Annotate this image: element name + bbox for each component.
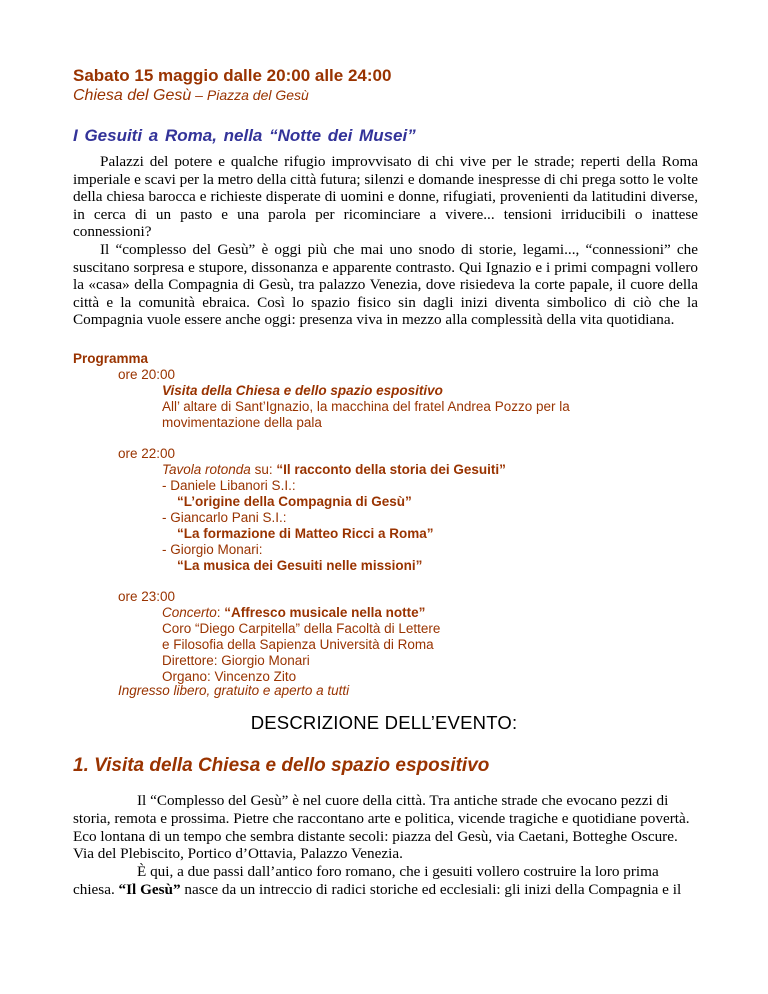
gesu-name: “Il Gesù” bbox=[118, 880, 181, 898]
speaker-talk: “La formazione di Matteo Ricci a Roma” bbox=[177, 526, 434, 541]
paragraph-end: nasce da un intreccio di radici storiche ed ecclesiali: gli inizi della Compagnia e il bbox=[180, 880, 682, 898]
intro-paragraph: Palazzi del potere e qualche rifugio improvvisato di chi vive per le strade; reperti della Roma imperiale e scavi per la metro della città futura; silenzi e domande inespresse di chi prega sotto le volte della chiesa barocca e richieste disperate di uomini e donne, rifugiati, provenienti da latitudini diverse, in cerca di un pasto e una parola per ricominciare a vivere... tensioni irriducibili o inattese connessioni? bbox=[73, 153, 698, 241]
event-title: I Gesuiti a Roma, nella “Notte dei Musei” bbox=[73, 126, 416, 145]
section-paragraph bbox=[73, 863, 698, 899]
speaker-talk: “La musica dei Gesuiti nelle missioni” bbox=[177, 558, 423, 573]
concert-colon: : bbox=[216, 605, 225, 620]
location-square: Piazza del Gesù bbox=[206, 87, 309, 103]
program-time-1: ore 20:00 bbox=[118, 367, 176, 382]
program-desc-1b: movimentazione della pala bbox=[162, 415, 322, 430]
intro-text bbox=[73, 153, 698, 329]
program-title-3 bbox=[162, 605, 425, 621]
program-time-2: ore 22:00 bbox=[118, 446, 176, 461]
program-desc-1a: All’ altare di Sant’Ignazio, la macchina del fratel Andrea Pozzo per la bbox=[162, 399, 570, 414]
location-dash: – bbox=[191, 87, 207, 103]
speaker-name: - Giancarlo Pani S.I.: bbox=[162, 510, 287, 525]
speaker-name: - Daniele Libanori S.I.: bbox=[162, 478, 296, 493]
description-heading: DESCRIZIONE DELL’EVENTO: bbox=[250, 712, 518, 733]
section-paragraph: Il “Complesso del Gesù” è nel cuore della città. Tra antiche strade che evocano pezzi di storia, remota e prossima. Pietre che raccontano arte e politica, vicende tragiche e quotidiane povertà. Eco lontana di un tempo che sembra distante secoli: piazza del Gesù, via Caetani, Botteghe Oscure. Via del Plebiscito, Portico d’Ottavia, Palazzo Venezia. bbox=[73, 792, 690, 863]
location-church: Chiesa del Gesù bbox=[73, 87, 192, 104]
concert-label: Concerto bbox=[162, 605, 217, 620]
round-table-topic: “Il racconto della storia dei Gesuiti” bbox=[276, 462, 506, 477]
program-title-2 bbox=[162, 462, 506, 478]
speaker-talk: “L’origine della Compagnia di Gesù” bbox=[177, 494, 412, 509]
entry-note: Ingresso libero, gratuito e aperto a tutti bbox=[118, 683, 350, 698]
concert-title: “Affresco musicale nella notte” bbox=[224, 605, 426, 620]
speaker-name: - Giorgio Monari: bbox=[162, 542, 263, 557]
concert-line: e Filosofia della Sapienza Università di Roma bbox=[162, 637, 434, 652]
round-table-su: su: bbox=[250, 462, 277, 477]
section-body bbox=[73, 792, 698, 899]
round-table-label: Tavola rotonda bbox=[162, 462, 251, 477]
concert-line: Coro “Diego Carpitella” della Facoltà di Lettere bbox=[162, 621, 441, 636]
section-title: 1. Visita della Chiesa e dello spazio espositivo bbox=[73, 755, 490, 776]
event-location bbox=[73, 87, 309, 105]
concert-line: Organo: Vincenzo Zito bbox=[162, 669, 297, 684]
paragraph-start: È qui, a due passi dall’antico foro romano, che i gesuiti vollero costruire la loro prima chiesa. bbox=[73, 863, 659, 898]
program-heading: Programma bbox=[73, 351, 149, 366]
event-date: Sabato 15 maggio dalle 20:00 alle 24:00 bbox=[73, 66, 392, 85]
intro-paragraph: Il “complesso del Gesù” è oggi più che mai uno snodo di storie, legami..., “connessioni” che suscitano sorpresa e stupore, dissonanza e apparente contrasto. Qui Ignazio e i primi compagni vollero la «casa» della Compagnia di Gesù, tra palazzo Venezia, dove risiedeva la corte papale, il cuore della città e la comunità ebraica. Così lo spazio fisico sin dagli inizi diventa simbolico di ciò che la Compagnia vuole essere anche oggi: presenza viva in mezzo alla complessità della vita quotidiana. bbox=[73, 240, 698, 329]
program-title-1: Visita della Chiesa e dello spazio espositivo bbox=[162, 383, 443, 398]
program-time-3: ore 23:00 bbox=[118, 589, 176, 604]
concert-line: Direttore: Giorgio Monari bbox=[162, 653, 310, 668]
